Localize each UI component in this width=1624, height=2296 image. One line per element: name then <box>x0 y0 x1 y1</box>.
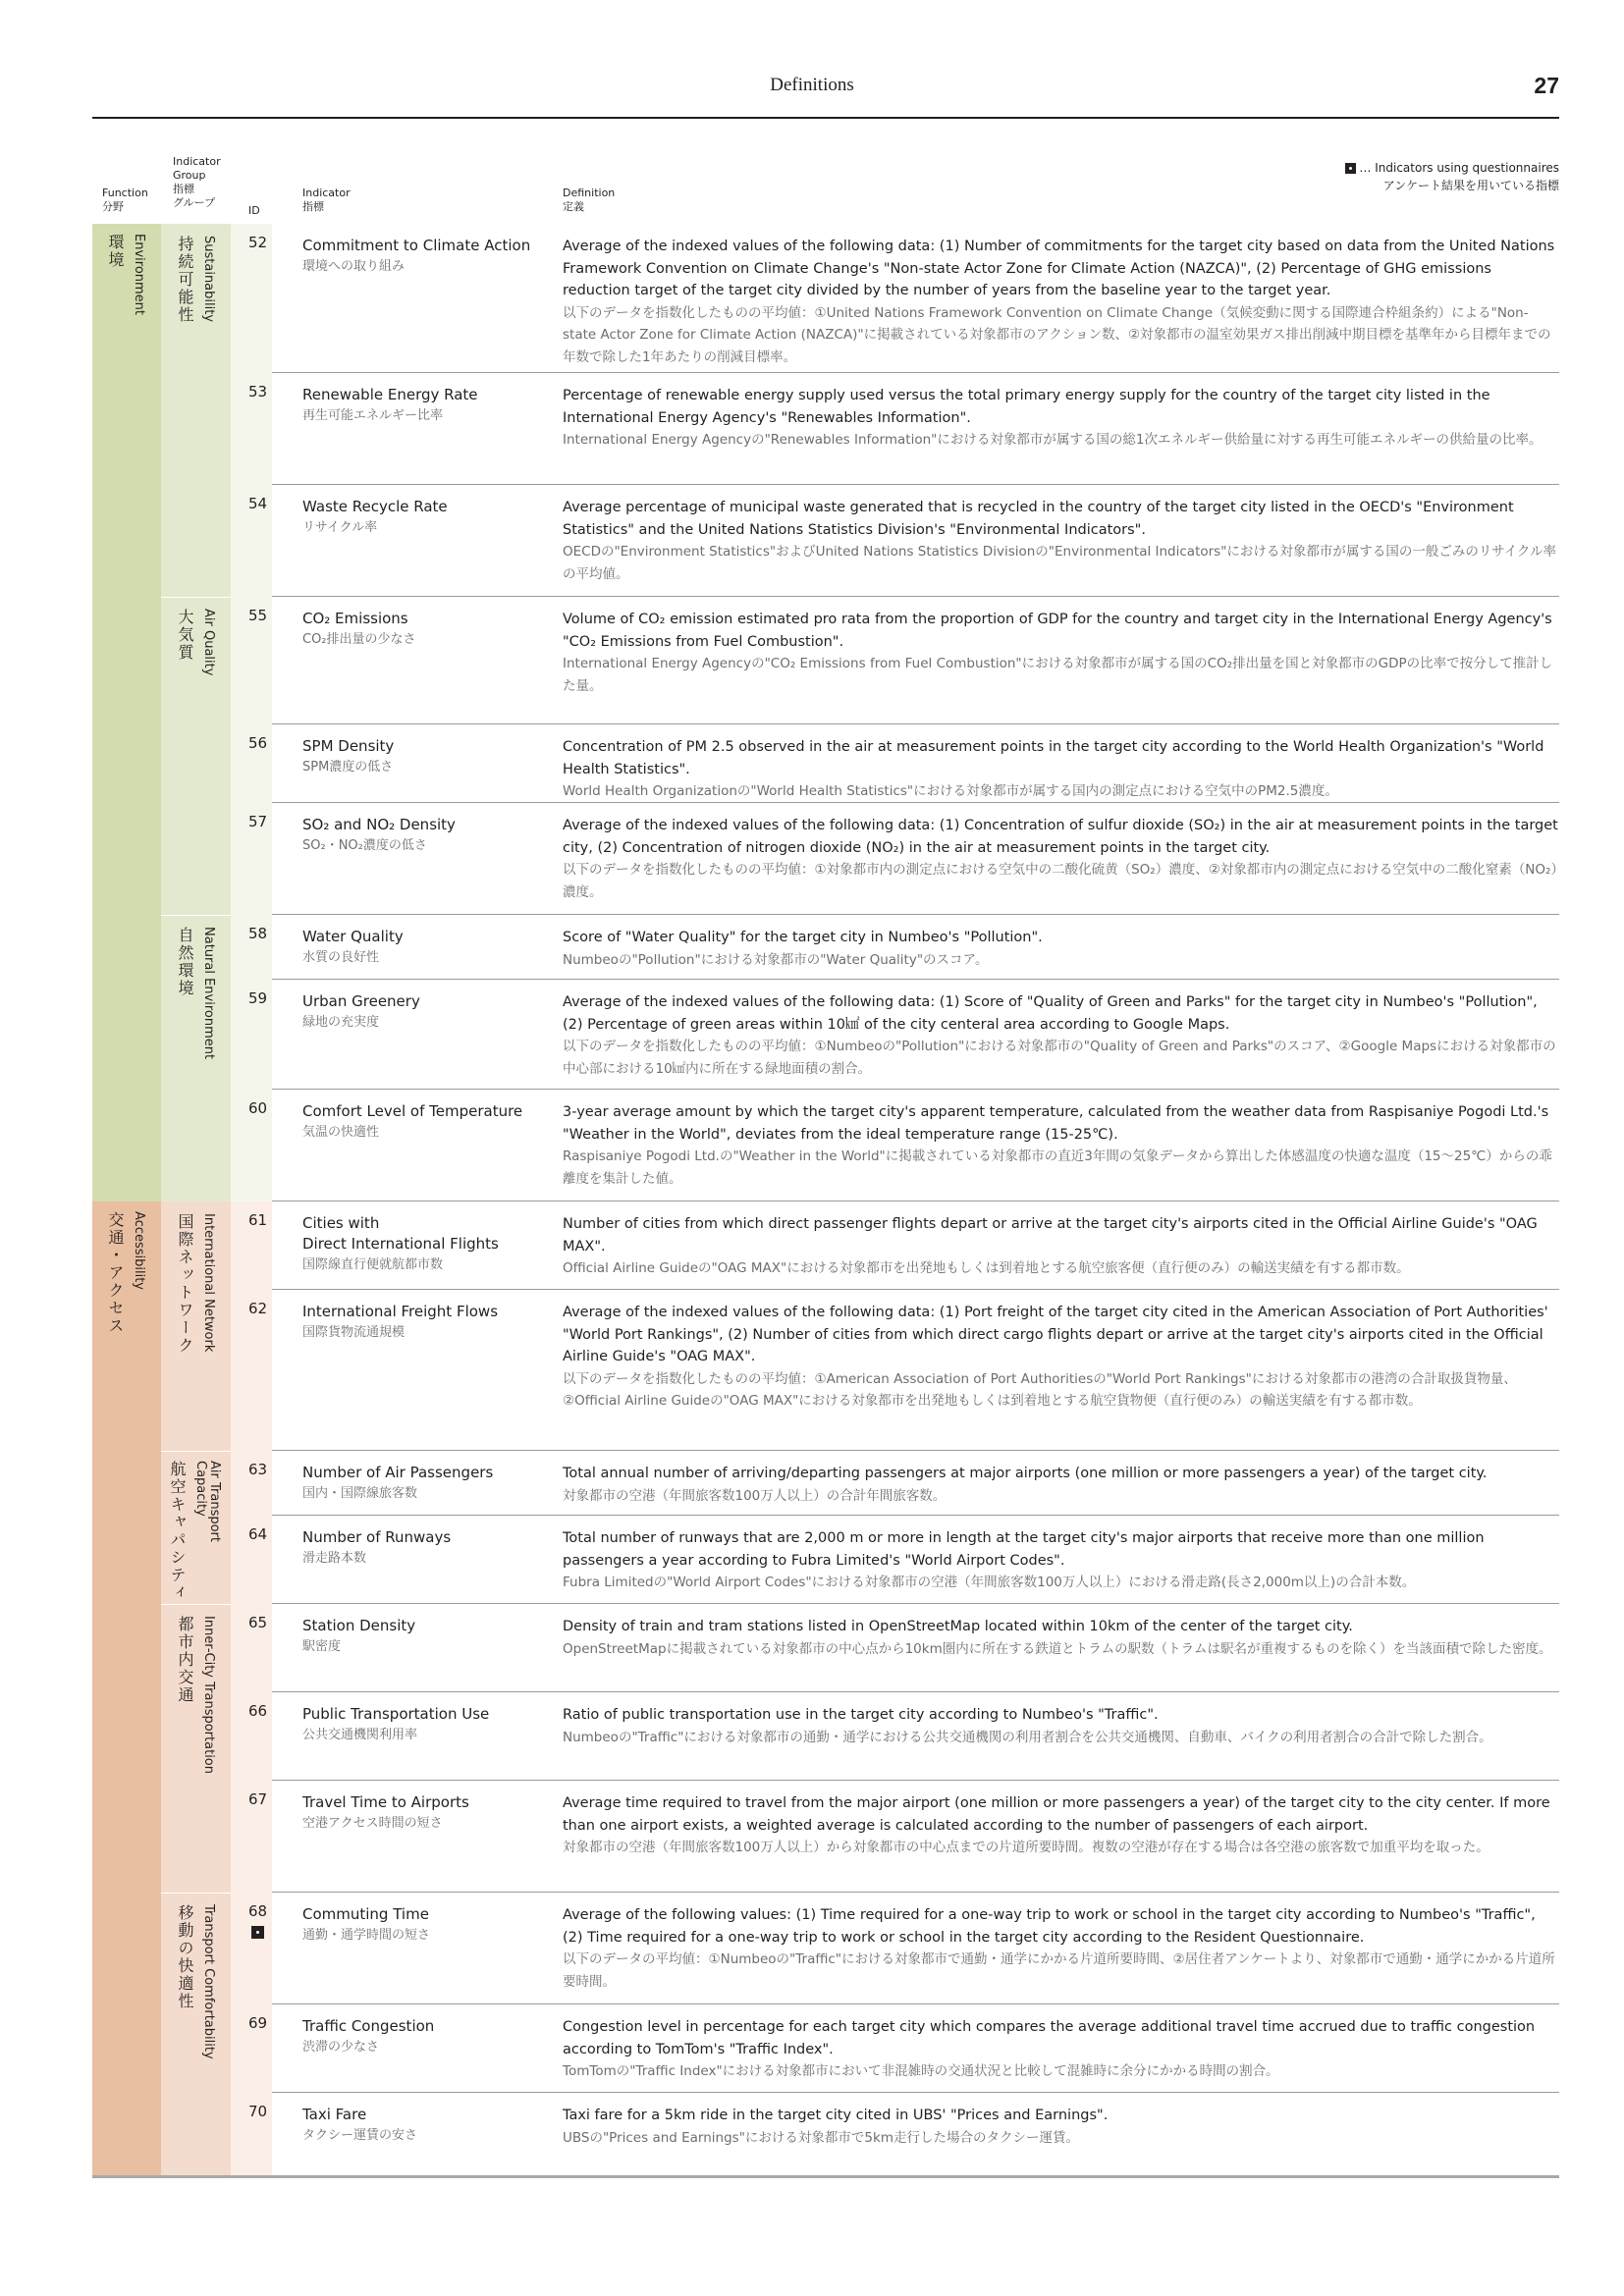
indicator-definition <box>563 497 1559 585</box>
indicator-definition <box>563 1792 1559 1859</box>
indicator-name-en: Comfort Level of Temperature <box>302 1102 523 1120</box>
definition-en: 3-year average amount by which the target city's apparent temperature, calculated from the weather data from Raspisaniye Pogodi Ltd.'s "Weather in the World", deviates from the ideal temperature range (15-25℃). <box>563 1104 1549 1143</box>
indicator-name <box>302 2016 558 2057</box>
col-header-group-en2: Group <box>173 169 206 182</box>
indicator-name-en: Urban Greenery <box>302 992 420 1010</box>
definition-jp: TomTomの"Traffic Index"における対象都市において非混雑時の交通状況と比較して混雑時に余分にかかる時間の割合。 <box>563 2063 1279 2079</box>
group-label-international-network-jp: 国際ネットワーク <box>176 1213 194 1355</box>
definition-jp: OpenStreetMapに掲載されている対象都市の中心点から10km圏内に所在する鉄道とトラムの駅数（トラムは駅名が重複するものを除く）を当該面積で除した密度。 <box>563 1640 1552 1657</box>
indicator-name <box>302 1904 558 1946</box>
definition-jp: 以下のデータの平均値：①Numbeoの"Traffic"における対象都市で通勤・通学にかかる片道所要時間、②居住者アンケートより、対象都市で通勤・通学にかかる片道所要時間。 <box>563 1951 1555 1990</box>
group-label-air-transport: Air Transport <box>207 1461 222 1542</box>
indicator-definition <box>563 991 1559 1080</box>
definition-en: Taxi fare for a 5km ride in the target city cited in UBS' "Prices and Earnings". <box>563 2108 1109 2123</box>
indicator-id: 64 <box>248 1525 268 1543</box>
questionnaire-icon <box>251 1926 264 1939</box>
definition-en: Average of the indexed values of the following data: (1) Score of "Quality of Green and Parks" for the target city in Numbeo's "Pollution", (2) Percentage of green areas within 10㎢ of the city centeral area according to Google Maps. <box>563 994 1538 1033</box>
questionnaire-icon <box>1345 163 1356 174</box>
indicator-name-en: Waste Recycle Rate <box>302 498 448 515</box>
group-divider <box>161 1451 231 1452</box>
indicator-name-en: Traffic Congestion <box>302 2017 435 2035</box>
group-band-accessibility <box>161 1201 231 2175</box>
indicator-definition <box>563 1527 1559 1594</box>
indicator-definition <box>563 385 1559 452</box>
definition-en: Average of the indexed values of the following data: (1) Concentration of sulfur dioxide (SO₂) in the air at measurement points in the target city, (2) Concentration of nitrogen dioxide (NO₂) in the air at measurement points in the target city. <box>563 818 1558 856</box>
definition-en: Concentration of PM 2.5 observed in the air at measurement points in the target city according to the World Health Organization's "World Health Statistics". <box>563 739 1544 777</box>
indicator-definition <box>563 1463 1559 1507</box>
indicator-definition <box>563 2105 1559 2149</box>
col-header-indicator <box>302 187 351 214</box>
indicator-definition <box>563 736 1559 803</box>
legend-text-en: … Indicators using questionnaires <box>1359 161 1559 175</box>
indicator-id: 65 <box>248 1614 268 1631</box>
col-header-definition-en: Definition <box>563 187 616 199</box>
indicator-name-jp: 国内・国際線旅客数 <box>302 1486 418 1501</box>
group-label-air-transport-jp: 航空キャパシティ <box>168 1461 187 1602</box>
indicator-id: 67 <box>248 1790 268 1808</box>
indicator-name <box>302 2105 558 2146</box>
indicator-name-jp: 緑地の充実度 <box>302 1015 380 1030</box>
indicator-id: 57 <box>248 813 268 830</box>
indicator-name-en: Water Quality <box>302 928 404 945</box>
definition-en: Average percentage of municipal waste generated that is recycled in the country of the target city listed in the OECD's "Environment Statistics" and the United Nations Statistics Division's "Environmental Indicators". <box>563 500 1514 538</box>
definition-jp: UBSの"Prices and Earnings"における対象都市で5km走行した場合のタクシー運賃。 <box>563 2129 1079 2146</box>
indicator-name-jp: タクシー運賃の安さ <box>302 2128 418 2143</box>
indicator-name <box>302 1302 558 1343</box>
indicator-id: 70 <box>248 2103 268 2120</box>
indicator-name-jp: 空港アクセス時間の短さ <box>302 1816 443 1831</box>
group-label-sustainability: Sustainability <box>201 236 216 323</box>
indicator-id: 54 <box>248 495 268 512</box>
col-header-function-en: Function <box>102 187 148 199</box>
indicator-name-jp: 渋滞の少なさ <box>302 2040 380 2055</box>
function-band-accessibility <box>92 1201 161 2175</box>
group-label-air-transport-2: Capacity <box>193 1461 208 1517</box>
definition-jp: International Energy Agencyの"Renewables Information"における対象都市が属する国の総1次エネルギー供給量に対する再生可能エネルギーの供給量の比率。 <box>563 432 1543 448</box>
indicator-definition <box>563 1101 1559 1190</box>
indicator-name <box>302 497 558 538</box>
indicator-name-jp: 国際線直行便就航都市数 <box>302 1257 444 1272</box>
col-header-id: ID <box>248 204 260 217</box>
definition-jp: Numbeoの"Pollution"における対象都市の"Water Quality"のスコア。 <box>563 951 989 968</box>
indicator-name <box>302 1616 558 1657</box>
indicator-definition <box>563 1302 1559 1413</box>
group-label-natural-environment-jp: 自然環境 <box>176 927 194 997</box>
indicator-name-en: Commuting Time <box>302 1905 429 1923</box>
indicator-definition <box>563 927 1559 971</box>
indicator-name <box>302 236 558 277</box>
definition-en: Average of the following values: (1) Time required for a one-way trip to work or school in the target city according to Numbeo's "Traffic", (2) Time required for a one-way trip to work or school in the target city according to the Resident Questionnaire. <box>563 1907 1536 1946</box>
indicator-name <box>302 1463 558 1504</box>
indicator-name <box>302 991 558 1033</box>
definition-en: Average of the indexed values of the following data: (1) Number of commitments for the target city based on data from the United Nations Framework Convention on Climate Change's "Non-state Actor Zone for Climate Action (NAZCA)", (2) Percentage of GHG emissions reduction target of the target city divided by the number of years from the baseline year to the target year. <box>563 239 1555 298</box>
indicator-name <box>302 736 558 777</box>
col-header-function <box>102 187 148 214</box>
indicator-name-en: Station Density <box>302 1617 416 1634</box>
col-header-group-jp1: 指標 <box>173 183 194 195</box>
indicator-name-jp: SPM濃度の低さ <box>302 760 394 774</box>
definition-en: Percentage of renewable energy supply used versus the total primary energy supply for the country of the target city listed in the International Energy Agency's "Renewables Information". <box>563 388 1490 426</box>
indicator-name-jp: 通勤・通学時間の短さ <box>302 1928 431 1943</box>
indicator-name-en: SPM Density <box>302 737 395 755</box>
indicator-id: 56 <box>248 734 268 752</box>
function-label-accessibility <box>131 1211 146 1290</box>
indicator-id: 60 <box>248 1099 268 1117</box>
definition-jp: 対象都市の空港（年間旅客数100万人以上）から対象都市の中心点までの片道所要時間。複数の空港が存在する場合は各空港の旅客数で加重平均を取った。 <box>563 1840 1489 1855</box>
group-divider <box>161 597 231 598</box>
group-label-sustainability-jp: 持続可能性 <box>176 236 194 324</box>
function-label-en: Environment <box>132 234 146 316</box>
definition-en: Congestion level in percentage for each target city which compares the average additional travel time accrued due to traffic congestion according to TomTom's "Traffic Index". <box>563 2019 1536 2057</box>
group-label-natural-environment: Natural Environment <box>201 927 216 1060</box>
definition-jp: Raspisaniye Pogodi Ltd.の"Weather in the World"に掲載されている対象都市の直近3年間の気象データから算出した体感温度の快適な温度（15〜25℃）からの乖離度を集計した値。 <box>563 1148 1552 1187</box>
indicator-name <box>302 385 558 426</box>
definition-jp: Numbeoの"Traffic"における対象都市の通勤・通学における公共交通機関の利用者割合を公共交通機関、自動車、バイクの利用者割合の合計で除した割合。 <box>563 1729 1492 1745</box>
group-label-air-quality: Air Quality <box>201 609 216 676</box>
group-label-inner-city-transportation: Inner-City Transportation <box>201 1616 216 1774</box>
group-band-environment <box>161 224 231 1201</box>
group-label-transport-comfortability-jp: 移動の快適性 <box>176 1904 194 2010</box>
definition-en: Volume of CO₂ emission estimated pro rata from the proportion of GDP for the country and target city in the International Energy Agency's "CO₂ Emissions from Fuel Combustion". <box>563 612 1552 650</box>
function-label-accessibility-jp: 交通・アクセス <box>106 1211 125 1335</box>
indicator-id: 52 <box>248 234 268 251</box>
indicator-name-en: Taxi Fare <box>302 2106 367 2123</box>
indicator-id: 55 <box>248 607 268 624</box>
legend <box>1345 159 1559 194</box>
definition-en: Ratio of public transportation use in the target city according to Numbeo's "Traffic". <box>563 1707 1159 1723</box>
indicator-id: 61 <box>248 1211 268 1229</box>
indicator-name-jp: 環境への取り組み <box>302 259 406 274</box>
group-label-air-quality-jp: 大気質 <box>176 609 194 662</box>
indicator-name <box>302 1704 558 1745</box>
definition-jp: International Energy Agencyの"CO₂ Emissions from Fuel Combustion"における対象都市が属する国のCO₂排出量を国と対象都市のGDPの比率で按分して推計した量。 <box>563 656 1553 694</box>
indicator-definition <box>563 2016 1559 2083</box>
function-band-environment <box>92 224 161 1201</box>
definition-en: Total annual number of arriving/departing passengers at major airports (one million or more passengers a year) of the target city. <box>563 1466 1488 1481</box>
definition-jp: World Health Organizationの"World Health Statistics"における対象都市が属する国内の測定点における空気中のPM2.5濃度。 <box>563 783 1338 799</box>
indicator-name-en: SO₂ and NO₂ Density <box>302 816 456 833</box>
col-header-indicator-jp: 指標 <box>302 200 324 213</box>
group-divider <box>161 915 231 916</box>
col-header-function-jp: 分野 <box>102 200 124 213</box>
indicator-name <box>302 1527 558 1569</box>
definition-jp: Fubra Limitedの"World Airport Codes"における対象都市の空港（年間旅客数100万人以上）における滑走路(長さ2,000m以上)の合計本数。 <box>563 1575 1416 1590</box>
legend-text-jp: アンケート結果を用いている指標 <box>1382 179 1559 192</box>
indicator-definition <box>563 236 1559 368</box>
indicator-id: 66 <box>248 1702 268 1720</box>
indicator-name-en-line2: Direct International Flights <box>302 1235 499 1253</box>
indicator-name-en: Renewable Energy Rate <box>302 386 478 403</box>
group-divider <box>161 1893 231 1894</box>
col-header-definition <box>563 187 615 214</box>
indicator-name-jp: 気温の快適性 <box>302 1125 380 1140</box>
indicator-name-en: Number of Air Passengers <box>302 1464 494 1481</box>
definition-en: Average time required to travel from the major airport (one million or more passengers a year) of the target city to the city center. If more than one airport exists, a weighted average is calculated according to the number of passengers of each airport. <box>563 1795 1550 1834</box>
table-bottom-rule <box>92 2175 1559 2178</box>
indicator-id: 58 <box>248 925 268 942</box>
indicator-id: 63 <box>248 1461 268 1478</box>
definition-en: Score of "Water Quality" for the target city in Numbeo's "Pollution". <box>563 930 1043 945</box>
indicator-name-jp: 再生可能エネルギー比率 <box>302 408 444 423</box>
indicator-name-jp: SO₂・NO₂濃度の低さ <box>302 838 427 853</box>
indicator-name-jp: 水質の良好性 <box>302 950 380 965</box>
indicator-name <box>302 1101 558 1143</box>
page-number: 27 <box>1534 73 1559 98</box>
group-divider <box>161 1604 231 1605</box>
indicator-name-jp: 国際貨物流通規模 <box>302 1325 406 1340</box>
group-label-inner-city-transportation-jp: 都市内交通 <box>176 1616 194 1704</box>
indicator-definition <box>563 815 1559 903</box>
definition-jp: 以下のデータを指数化したものの平均値：①Numbeoの"Pollution"における対象都市の"Quality of Green and Parks"のスコア、②Google Mapsにおける対象都市の中心部における10㎢内に所在する緑地面積の割合。 <box>563 1039 1556 1077</box>
definition-jp: Official Airline Guideの"OAG MAX"における対象都市を出発地もしくは到着地とする航空旅客便（直行便のみ）の輸送実績を有する都市数。 <box>563 1260 1410 1276</box>
indicator-definition <box>563 609 1559 697</box>
indicator-name-jp: 駅密度 <box>302 1639 342 1654</box>
page-header-title: Definitions <box>770 75 854 95</box>
indicator-name <box>302 815 558 856</box>
indicator-name-en: Number of Runways <box>302 1528 452 1546</box>
col-header-indicator-en: Indicator <box>302 187 351 199</box>
indicator-name-jp: 公共交通機関利用率 <box>302 1728 418 1742</box>
col-header-definition-jp: 定義 <box>563 200 584 213</box>
col-header-group-jp2: グループ <box>173 196 216 209</box>
indicator-name-jp: 滑走路本数 <box>302 1551 367 1566</box>
function-label-environment-jp: 環境 <box>106 234 125 269</box>
function-label-environment <box>131 234 146 315</box>
indicator-id: 59 <box>248 989 268 1007</box>
indicator-name-en: Travel Time to Airports <box>302 1793 469 1811</box>
indicator-name-en: Public Transportation Use <box>302 1705 490 1723</box>
indicator-name <box>302 609 558 650</box>
indicator-definition <box>563 1904 1559 1993</box>
indicator-definition <box>563 1704 1559 1748</box>
indicator-name-jp: CO₂排出量の少なさ <box>302 632 416 647</box>
indicator-name <box>302 927 558 968</box>
col-header-group-en1: Indicator <box>173 155 221 168</box>
col-header-group <box>173 155 221 210</box>
indicator-definition <box>563 1213 1559 1280</box>
indicator-id: 53 <box>248 383 268 400</box>
header-rule <box>92 117 1559 119</box>
definition-jp: OECDの"Environment Statistics"およびUnited Nations Statistics Divisionの"Environmental Indicators"における対象都市が属する国の一般ごみのリサイクル率の平均値。 <box>563 544 1557 582</box>
definition-en: Average of the indexed values of the following data: (1) Port freight of the target city cited in the American Association of Port Authorities' "World Port Rankings", (2) Number of cities from which direct cargo flights depart or arrive at the target city's airports cited in the Official Airline Guide's "OAG MAX". <box>563 1305 1548 1364</box>
indicator-id: 69 <box>248 2014 268 2032</box>
indicator-name <box>302 1792 558 1834</box>
definition-jp: 対象都市の空港（年間旅客数100万人以上）の合計年間旅客数。 <box>563 1487 947 1504</box>
definition-jp: 以下のデータを指数化したものの平均値：①American Association of Port Authoritiesの"World Port Rankings"における対象都市の港湾の合計取扱貨物量、②Official Airline Guideの"OAG MAX"における対象都市を出発地もしくは到着地とする航空貨物便（直行便のみ）の輸送実績を有する都市数。 <box>563 1370 1517 1409</box>
function-label-en: Accessibility <box>132 1211 146 1290</box>
indicator-definition <box>563 1616 1559 1660</box>
definition-en: Density of train and tram stations listed in OpenStreetMap located within 10km of the center of the target city. <box>563 1619 1353 1634</box>
indicator-id: 62 <box>248 1300 268 1317</box>
indicator-name-en: CO₂ Emissions <box>302 610 408 627</box>
indicator-name-en: Commitment to Climate Action <box>302 237 531 254</box>
indicator-name <box>302 1213 558 1275</box>
indicator-name-en: International Freight Flows <box>302 1303 499 1320</box>
group-label-transport-comfortability: Transport Comfortability <box>201 1904 216 2059</box>
indicator-name-en: Cities with <box>302 1214 380 1232</box>
indicator-name-jp: リサイクル率 <box>302 520 378 535</box>
definition-jp: 以下のデータを指数化したものの平均値：①対象都市内の測定点における空気中の二酸化硫黄（SO₂）濃度、②対象都市内の測定点における空気中の二酸化窒素（NO₂）濃度。 <box>563 862 1558 900</box>
definition-en: Number of cities from which direct passenger flights depart or arrive at the target city's airports cited in the Official Airline Guide's "OAG MAX". <box>563 1216 1538 1255</box>
definition-en: Total number of runways that are 2,000 m or more in length at the target city's major airports that receive more than one million passengers a year according to Fubra Limited's "World Airport Codes". <box>563 1530 1485 1569</box>
group-label-international-network: International Network <box>201 1213 216 1353</box>
indicator-id: 68 <box>248 1902 268 1920</box>
definition-jp: 以下のデータを指数化したものの平均値：①United Nations Framework Convention on Climate Change（気候変動に関する国際連合枠組条約）による"Non-state Actor Zone for Climate Action (NAZCA)"に掲載されている対象都市のアクション数、②対象都市の温室効果ガス排出削減中期目標を基準年から目標年までの年数で除した1年あたりの削減目標率。 <box>563 304 1551 365</box>
